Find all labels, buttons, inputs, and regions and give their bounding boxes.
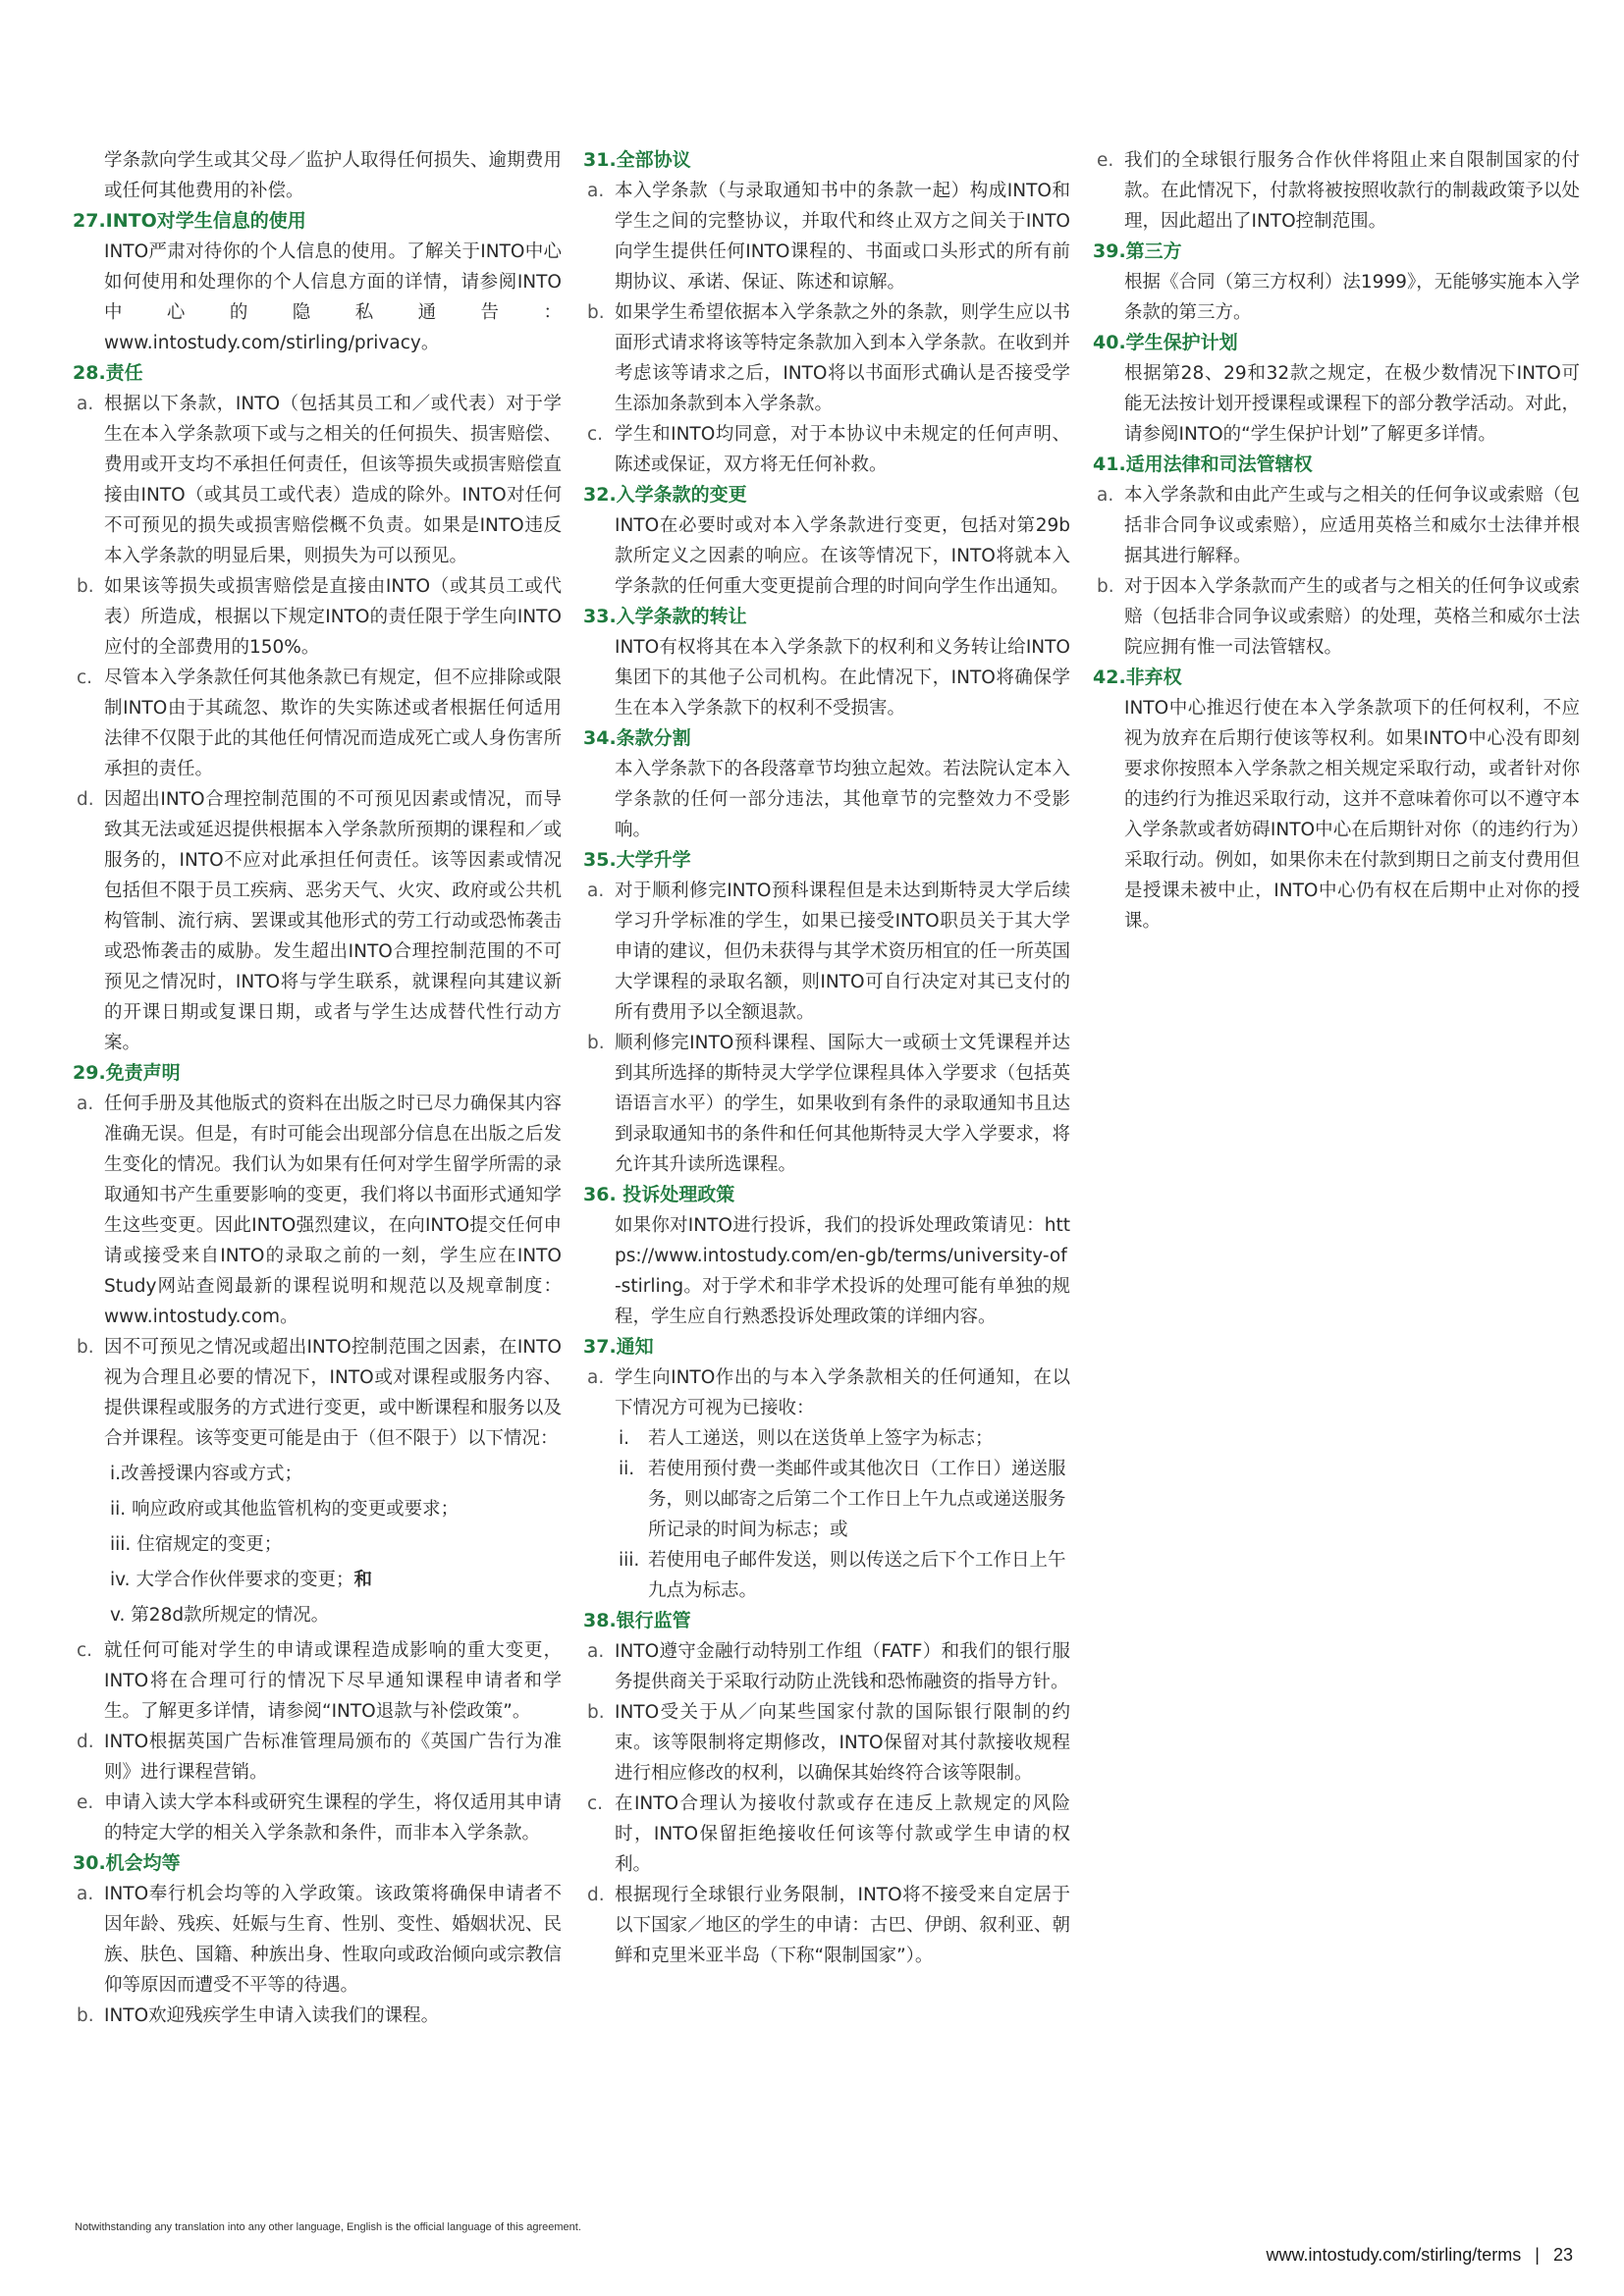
clause-30b: b. INTO欢迎残疾学生申请入读我们的课程。: [77, 2005, 440, 2026]
footer: [1267, 2245, 1573, 2266]
clause-38e: e. 我们的全球银行服务合作伙伴将阻止来自限制国家的付款。在此情况下，付款将被按照收款行的制裁政策予以处理，因此超出了INTO控制范围。: [1097, 150, 1580, 232]
clause-29c: c. 就任何可能对学生的申请或课程造成影响的重大变更，INTO将在合理可行的情况下尽早通知课程申请者和学生。了解更多详情，请参阅“INTO退款与补偿政策”。: [77, 1640, 562, 1722]
clause-29b-sublist: [73, 1459, 562, 1630]
clause-26-continuation: 学条款向学生或其父母／监护人取得任何损失、逾期费用或任何其他费用的补偿。: [104, 150, 562, 201]
page-number: 23: [1552, 2245, 1573, 2265]
sublist-item: iv. 大学合作伙伴要求的变更；和: [110, 1570, 372, 1590]
sublist-item: ii. 若使用预付费一类邮件或其他次日（工作日）递送服务，则以邮寄之后第二个工作日上午九点或递送服务所记录的时间为标志；或: [619, 1459, 1066, 1540]
clause-29e: e. 申请入读大学本科或研究生课程的学生，将仅适用其申请的特定大学的相关入学条款和条件，而非本入学条款。: [77, 1792, 562, 1843]
clause-31b: b. 如果学生希望依据本入学条款之外的条款，则学生应以书面形式请求将该等特定条款加入到本入学条款。在收到并考虑该等请求之后，INTO将以书面形式确认是否接受学生添加条款到本入学条款。: [587, 302, 1070, 414]
clause-30a: a. INTO奉行机会均等的入学政策。该政策将确保申请者不因年龄、残疾、妊娠与生育、性别、变性、婚姻状况、民族、肤色、国籍、种族出身、性取向或政治倾向或宗教信仰等原因而遭受不平等的待遇。: [77, 1884, 562, 1996]
clause-28d: d. 因超出INTO合理控制范围的不可预见因素或情况，而导致其无法或延迟提供根据本入学条款所预期的课程和／或服务的，INTO不应对此承担任何责任。该等因素或情况包括但不限于员工疾病、恶劣天气、火灾、政府或公共机构管制、流行病、罢课或其他形式的劳工行动或恐怖袭击或恐怖袭击的威胁。发生超出INTO合理控制范围的不可预见之情况时，INTO将与学生联系，就课程向其建议新的开课日期或复课日期，或者与学生达成替代性行动方案。: [77, 789, 562, 1053]
sublist-item: iii. 住宿规定的变更；: [110, 1534, 283, 1555]
clause-35a: a. 对于顺利修完INTO预科课程但是未达到斯特灵大学后续学习升学标准的学生，如果已接受INTO职员关于其大学申请的建议，但仍未获得与其学术资历相宜的任一所英国大学课程的录取名额，则INTO可自行决定对其已支付的所有费用予以全额退款。: [587, 881, 1070, 1023]
sublist-item: ii. 响应政府或其他监管机构的变更或要求；: [110, 1499, 460, 1520]
heading-29: 29.免责声明: [73, 1062, 181, 1084]
column-2: [583, 145, 1070, 1971]
clause-38a: a. INTO遵守金融行动特别工作组（FATF）和我们的银行服务提供商关于采取行动防止洗钱和恐怖融资的指导方针。: [587, 1641, 1070, 1692]
heading-34: 34.条款分割: [583, 727, 691, 749]
clause-36-text: 如果你对INTO进行投诉，我们的投诉处理政策请见：https://www.intostudy.com/en-gb/terms/university-of-stirling。对于学术和非学术投诉的处理可能有单独的规程，学生应自行熟悉投诉处理政策的详细内容。: [615, 1215, 1070, 1327]
heading-33: 33.入学条款的转让: [583, 606, 747, 627]
heading-27: 27.INTO对学生信息的使用: [73, 210, 306, 232]
clause-35b: b. 顺利修完INTO预科课程、国际大一或硕士文凭课程并达到其所选择的斯特灵大学学位课程具体入学要求（包括英语语言水平）的学生，如果收到有条件的录取通知书且达到录取通知书的条件和任何其他斯特灵大学入学要求，将允许其升读所选课程。: [587, 1033, 1070, 1175]
heading-32: 32.入学条款的变更: [583, 484, 747, 506]
heading-42: 42.非弃权: [1093, 667, 1182, 688]
clause-41a: a. 本入学条款和由此产生或与之相关的任何争议或索赔（包括非合同争议或索赔），应适用英格兰和威尔士法律并根据其进行解释。: [1097, 485, 1580, 566]
clause-28a: a. 根据以下条款，INTO（包括其员工和／或代表）对于学生在本入学条款项下或与之相关的任何损失、损害赔偿、费用或开支均不承担任何责任，但该等损失或损害赔偿直接由INTO（或其员工或代表）造成的除外。INTO对任何不可预见的损失或损害赔偿概不负责。如果是INTO违反本入学条款的明显后果，则损失为可以预见。: [77, 394, 562, 566]
heading-37: 37.通知: [583, 1336, 654, 1358]
clause-27-text: INTO严肃对待你的个人信息的使用。了解关于INTO中心如何使用和处理你的个人信息方面的详情，请参阅INTO中心的隐私通告：www.intostudy.com/stirling/privacy。: [104, 241, 562, 353]
clause-38d: d. 根据现行全球银行业务限制，INTO将不接受来自定居于以下国家／地区的学生的申请：古巴、伊朗、叙利亚、朝鲜和克里米亚半岛（下称“限制国家”）。: [587, 1885, 1070, 1966]
sublist-item: i. 若人工递送，则以在送货单上签字为标志；: [619, 1428, 994, 1449]
heading-36: 36. 投诉处理政策: [583, 1184, 735, 1205]
clause-28c: c. 尽管本入学条款任何其他条款已有规定，但不应排除或限制INTO由于其疏忽、欺诈的失实陈述或者根据任何适用法律不仅限于此的其他任何情况而造成死亡或人身伤害所承担的责任。: [77, 667, 562, 779]
clause-38c: c. 在INTO合理认为接收付款或存在违反上款规定的风险时，INTO保留拒绝接收任何该等付款或学生申请的权利。: [587, 1793, 1070, 1875]
heading-38: 38.银行监管: [583, 1610, 691, 1631]
clause-34-text: 本入学条款下的各段落章节均独立起效。若法院认定本入学条款的任何一部分违法，其他章节的完整效力不受影响。: [615, 759, 1070, 840]
column-3: [1093, 145, 1580, 936]
column-1: [73, 145, 562, 2031]
clause-42-text: INTO中心推迟行使在本入学条款项下的任何权利，不应视为放弃在后期行使该等权利。如果INTO中心没有即刻要求你按照本入学条款之相关规定采取行动，或者针对你的违约行为推迟采取行动，这并不意味着你可以不遵守本入学条款或者妨碍INTO中心在后期针对你（的违约行为）采取行动。例如，如果你未在付款到期日之前支付费用但是授课未被中止，INTO中心仍有权在后期中止对你的授课。: [1124, 698, 1580, 932]
clause-40-text: 根据第28、29和32款之规定，在极少数情况下INTO可能无法按计划开授课程或课程下的部分教学活动。对此，请参阅INTO的“学生保护计划”了解更多详情。: [1124, 363, 1580, 445]
sublist-item: iii. 若使用电子邮件发送，则以传送之后下个工作日上午九点为标志。: [619, 1550, 1066, 1601]
clause-29a: a. 任何手册及其他版式的资料在出版之时已尽力确保其内容准确无误。但是，有时可能会出现部分信息在出版之后发生变化的情况。我们认为如果有任何对学生留学所需的录取通知书产生重要影响的变更，我们将以书面形式通知学生这些变更。因此INTO强烈建议，在向INTO提交任何申请或接受来自INTO的录取之前的一刻，学生应在INTO Study网站查阅最新的课程说明和规范以及规章制度：www.intostudy.com。: [77, 1094, 562, 1327]
clause-38b: b. INTO受关于从／向某些国家付款的国际银行限制的约束。该等限制将定期修改，INTO保留对其付款接收规程进行相应修改的权利，以确保其始终符合该等限制。: [587, 1702, 1070, 1784]
clause-33-text: INTO有权将其在本入学条款下的权利和义务转让给INTO集团下的其他子公司机构。在此情况下，INTO将确保学生在本入学条款下的权利不受损害。: [615, 637, 1070, 719]
sublist-item: i.改善授课内容或方式；: [110, 1464, 303, 1484]
clause-41b: b. 对于因本入学条款而产生的或者与之相关的任何争议或索赔（包括非合同争议或索赔）的处理，英格兰和威尔士法院应拥有惟一司法管辖权。: [1097, 576, 1580, 658]
clause-29b: b. 因不可预见之情况或超出INTO控制范围之因素，在INTO视为合理且必要的情况下，INTO或对课程或服务内容、提供课程或服务的方式进行变更，或中断课程和服务以及合并课程。该等变更可能是由于（但不限于）以下情况：: [77, 1337, 562, 1449]
clause-32-text: INTO在必要时或对本入学条款进行变更，包括对第29b款所定义之因素的响应。在该等情况下，INTO将就本入学条款的任何重大变更提前合理的时间向学生作出通知。: [615, 515, 1070, 597]
heading-28: 28.责任: [73, 362, 143, 384]
heading-39: 39.第三方: [1093, 240, 1182, 262]
heading-30: 30.机会均等: [73, 1852, 181, 1874]
heading-41: 41.适用法律和司法管辖权: [1093, 454, 1313, 475]
clause-28b: b. 如果该等损失或损害赔偿是直接由INTO（或其员工或代表）所造成，根据以下规定INTO的责任限于学生向INTO应付的全部费用的150%。: [77, 576, 562, 658]
clause-39-text: 根据《合同（第三方权利）法1999》，无能够实施本入学条款的第三方。: [1124, 272, 1580, 323]
footer-language-note: Notwithstanding any translation into any other language, English is the official language of this agreement.: [75, 2221, 581, 2233]
clause-31a: a. 本入学条款（与录取通知书中的条款一起）构成INTO和学生之间的完整协议，并取代和终止双方之间关于INTO向学生提供任何INTO课程的、书面或口头形式的所有前期协议、承诺、保证、陈述和谅解。: [587, 181, 1070, 293]
footer-url-link[interactable]: www.intostudy.com/stirling/terms: [1266, 2245, 1522, 2265]
clause-37a: a. 学生向INTO作出的与本入学条款相关的任何通知，在以下情况方可视为已接收：: [587, 1367, 1070, 1418]
heading-31: 31.全部协议: [583, 149, 691, 171]
heading-40: 40.学生保护计划: [1093, 332, 1238, 353]
footer-separator: |: [1535, 2245, 1540, 2265]
clause-31c: c. 学生和INTO均同意，对于本协议中未规定的任何声明、陈述或保证，双方将无任何补救。: [587, 424, 1070, 475]
sublist-item: v. 第28d款所规定的情况。: [110, 1605, 330, 1626]
clause-29d: d. INTO根据英国广告标准管理局颁布的《英国广告行为准则》进行课程营销。: [77, 1732, 562, 1783]
heading-35: 35.大学升学: [583, 849, 691, 871]
